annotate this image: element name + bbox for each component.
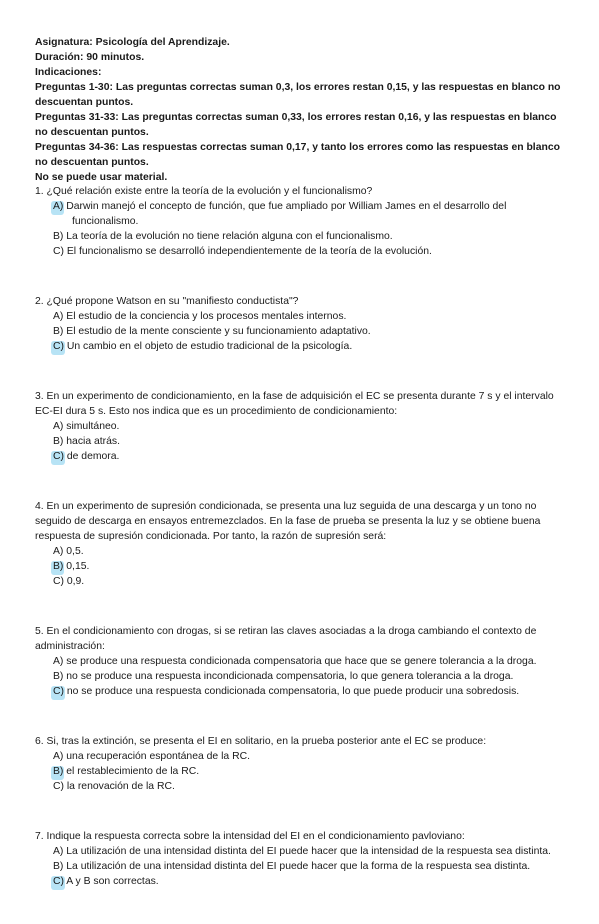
option-letter: A) xyxy=(53,311,64,322)
option-b[interactable] xyxy=(53,764,570,779)
option-a[interactable] xyxy=(53,749,570,764)
marked-answer-letter: B) xyxy=(53,766,64,777)
marked-answer-letter: B) xyxy=(53,561,64,572)
option-b[interactable] xyxy=(53,324,570,339)
option-list xyxy=(53,544,570,589)
option-text: el restablecimiento de la RC. xyxy=(63,766,200,777)
option-b[interactable] xyxy=(53,229,570,244)
option-text: Darwin manejó el concepto de función, que fue ampliado por William James en el desarrollo del funcionalismo. xyxy=(63,201,507,227)
question-6 xyxy=(35,734,570,794)
option-text: de demora. xyxy=(63,451,120,462)
option-text: no se produce una respuesta condicionada compensatoria, lo que puede producir una sobredosis. xyxy=(63,686,520,697)
option-b[interactable] xyxy=(53,859,570,874)
question-1 xyxy=(35,184,570,259)
option-letter: A) xyxy=(53,421,64,432)
option-letter: A) xyxy=(53,846,64,857)
exam-header xyxy=(35,35,570,185)
option-text: El funcionalismo se desarrolló independientemente de la teoría de la evolución. xyxy=(63,246,432,257)
no-material-line: No se puede usar material. xyxy=(35,172,168,183)
option-list xyxy=(53,419,570,464)
marked-answer-letter: C) xyxy=(53,876,64,887)
option-text: 0,15. xyxy=(63,561,90,572)
option-letter: C) xyxy=(53,246,64,257)
option-list xyxy=(53,749,570,794)
option-text: se produce una respuesta condicionada compensatoria que hace que se genere tolerancia a la droga. xyxy=(63,656,537,667)
option-letter: A) xyxy=(53,546,64,557)
option-text: hacia atrás. xyxy=(63,436,120,447)
option-c[interactable] xyxy=(53,339,570,354)
option-a[interactable] xyxy=(53,309,570,324)
option-text: La utilización de una intensidad distinta del EI puede hacer que la intensidad de la respuesta sea distinta. xyxy=(63,846,551,857)
option-text: El estudio de la mente consciente y su funcionamiento adaptativo. xyxy=(63,326,371,337)
option-b[interactable] xyxy=(53,559,570,574)
option-a[interactable] xyxy=(53,544,570,559)
scoring-rule-34-36: Preguntas 34-36: Las respuestas correctas suman 0,17, y tanto los errores como las respuestas en blanco no descuentan puntos. xyxy=(35,142,560,168)
question-7 xyxy=(35,829,570,889)
question-5 xyxy=(35,624,570,699)
question-list xyxy=(35,184,570,924)
scoring-rule-1-30: Preguntas 1-30: Las preguntas correctas suman 0,3, los errores restan 0,15, y las respuestas en blanco no descuentan puntos. xyxy=(35,82,561,108)
option-text: La teoría de la evolución no tiene relación alguna con el funcionalismo. xyxy=(63,231,393,242)
instructions-heading: Indicaciones: xyxy=(35,67,102,78)
option-letter: A) xyxy=(53,656,64,667)
option-a[interactable] xyxy=(53,199,570,229)
option-c[interactable] xyxy=(53,874,570,889)
option-letter: B) xyxy=(53,231,64,242)
option-text: no se produce una respuesta incondicionada compensatoria, lo que genera tolerancia a la droga. xyxy=(63,671,514,682)
scoring-rule-31-33: Preguntas 31-33: Las preguntas correctas suman 0,33, los errores restan 0,16, y las respuestas en blanco no descuentan puntos. xyxy=(35,112,557,138)
option-a[interactable] xyxy=(53,419,570,434)
option-list xyxy=(53,309,570,354)
option-text: una recuperación espontánea de la RC. xyxy=(63,751,250,762)
question-4 xyxy=(35,499,570,589)
option-a[interactable] xyxy=(53,844,570,859)
option-b[interactable] xyxy=(53,669,570,684)
option-a[interactable] xyxy=(53,654,570,669)
option-letter: C) xyxy=(53,781,64,792)
option-list xyxy=(53,654,570,699)
marked-answer-letter: C) xyxy=(53,451,64,462)
option-text: la renovación de la RC. xyxy=(63,781,175,792)
option-c[interactable] xyxy=(53,684,570,699)
duration-line: Duración: 90 minutos. xyxy=(35,52,145,63)
course-line: Asignatura: Psicología del Aprendizaje. xyxy=(35,37,230,48)
marked-answer-letter: A) xyxy=(53,201,64,212)
question-3 xyxy=(35,389,570,464)
option-letter: B) xyxy=(53,326,64,337)
marked-answer-letter: C) xyxy=(53,341,64,352)
option-text: 0,9. xyxy=(63,576,85,587)
option-text: A y B son correctas. xyxy=(63,876,159,887)
option-c[interactable] xyxy=(53,574,570,589)
option-list xyxy=(53,199,570,259)
option-letter: B) xyxy=(53,671,64,682)
option-text: 0,5. xyxy=(63,546,84,557)
option-text: El estudio de la conciencia y los procesos mentales internos. xyxy=(63,311,347,322)
option-letter: A) xyxy=(53,751,64,762)
question-2 xyxy=(35,294,570,354)
question-stem: 7. Indique la respuesta correcta sobre la intensidad del EI en el condicionamiento pavloviano: xyxy=(35,831,465,842)
question-stem: 3. En un experimento de condicionamiento, en la fase de adquisición el EC se presenta durante 7 s y el intervalo EC-EI dura 5 s. Esto nos indica que es un procedimiento de condicionamiento: xyxy=(35,391,554,417)
option-text: simultáneo. xyxy=(63,421,120,432)
option-list xyxy=(53,844,570,889)
question-stem: 6. Si, tras la extinción, se presenta el EI en solitario, en la prueba posterior ante el EC se produce: xyxy=(35,736,487,747)
option-c[interactable] xyxy=(53,779,570,794)
option-letter: B) xyxy=(53,436,64,447)
option-text: Un cambio en el objeto de estudio tradicional de la psicología. xyxy=(63,341,353,352)
option-text: La utilización de una intensidad distinta del EI puede hacer que la forma de la respuesta sea distinta. xyxy=(63,861,531,872)
option-letter: C) xyxy=(53,576,64,587)
option-b[interactable] xyxy=(53,434,570,449)
option-c[interactable] xyxy=(53,244,570,259)
question-stem: 2. ¿Qué propone Watson en su "manifiesto conductista"? xyxy=(35,296,299,307)
question-stem: 5. En el condicionamiento con drogas, si se retiran las claves asociadas a la droga cambiando el contexto de administración: xyxy=(35,626,537,652)
marked-answer-letter: C) xyxy=(53,686,64,697)
question-stem: 4. En un experimento de supresión condicionada, se presenta una luz seguida de una descarga y un tono no seguido de descarga en ensayos entremezclados. En la fase de prueba se presenta la luz y se obtiene buena respuesta de supresión condicionada. Por tanto, la razón de supresión será: xyxy=(35,501,541,542)
question-stem: 1. ¿Qué relación existe entre la teoría de la evolución y el funcionalismo? xyxy=(35,186,373,197)
option-letter: B) xyxy=(53,861,64,872)
option-c[interactable] xyxy=(53,449,570,464)
